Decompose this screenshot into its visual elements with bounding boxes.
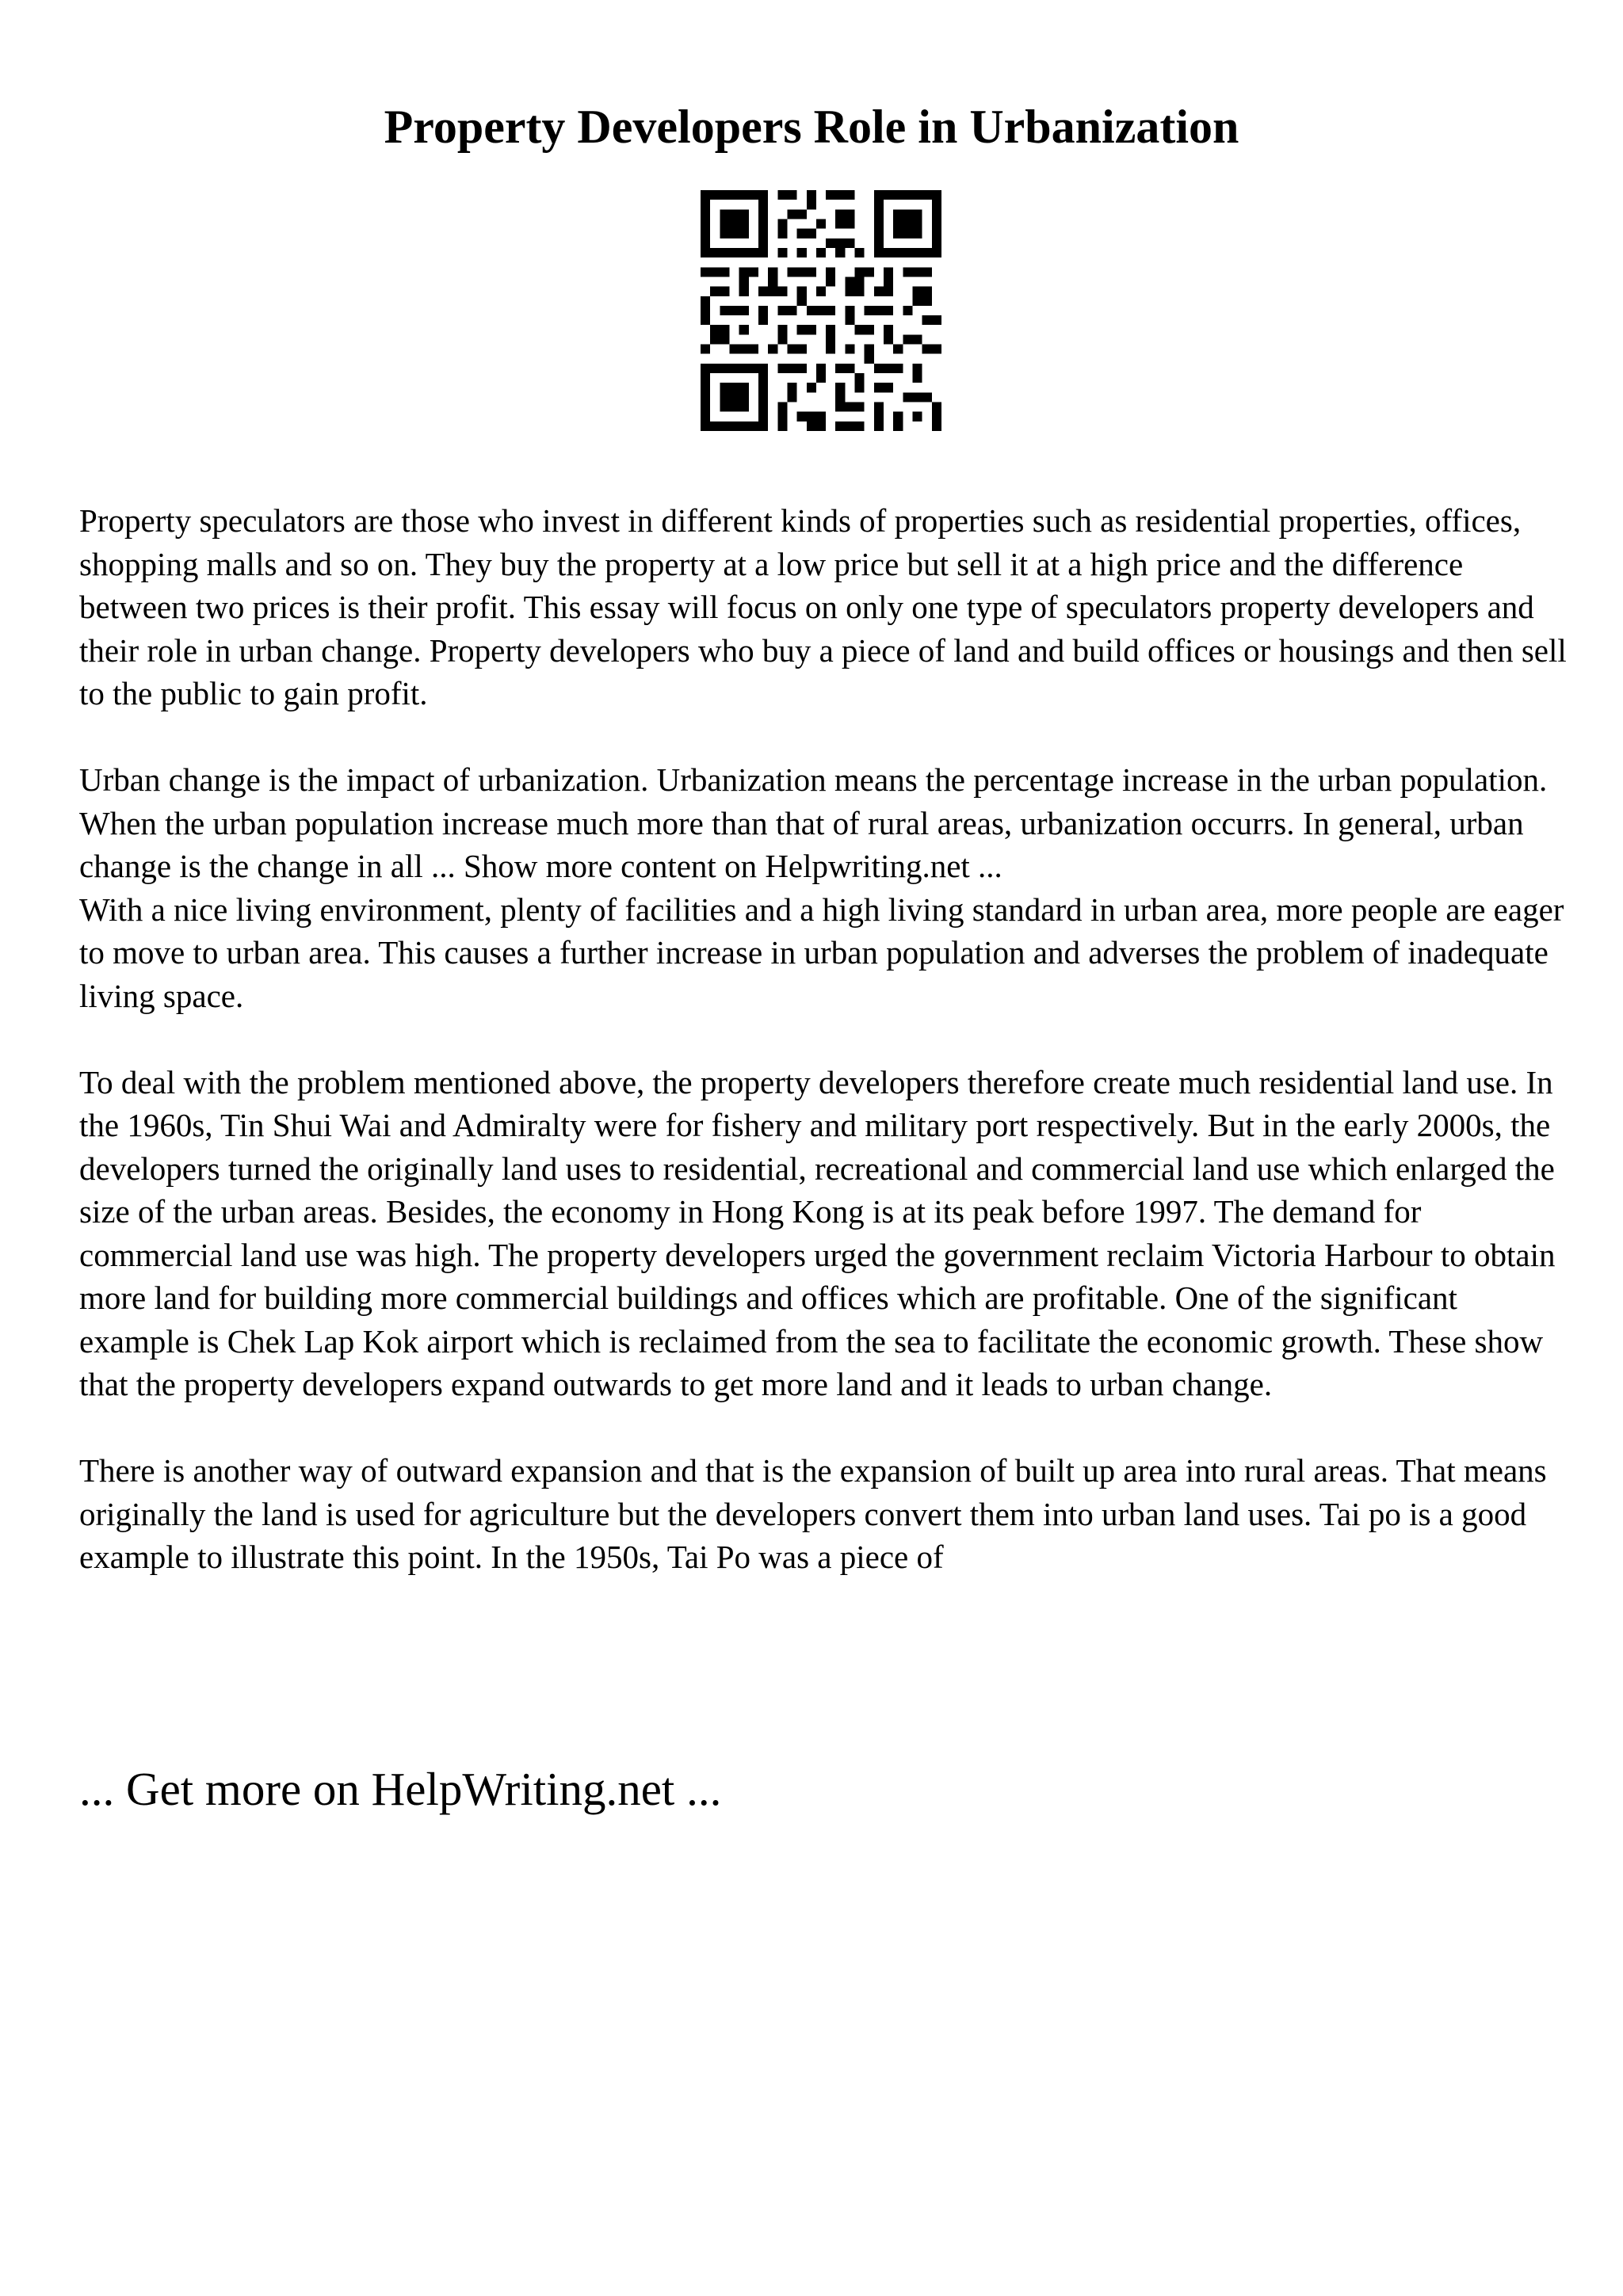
paragraph-1: Property speculators are those who invest in different kinds of properties such as residential properties, offices, shopping malls and so on. They buy the property at a low price but sell it at a high price and the difference between two prices is their profit. This essay will focus on only one type of speculators property developers and their role in urban change. Property developers who buy a piece of land and build offices or housings and then sell to the public to gain profit. [79,502,1567,711]
page-title: Property Developers Role in Urbanization [384,101,1239,153]
paragraph-4: To deal with the problem mentioned above, the property developers therefore create much residential land use. In the 1960s, Tin Shui Wai and Admiralty were for fishery and military port respectively. But in the early 2000s, the developers turned the originally land uses to residential, recreational and commercial land use which enlarged the size of the urban areas. Besides, the economy in Hong Kong is at its peak before 1997. The demand for commercial land use was high. The property developers urged the government reclaim Victoria Harbour to obtain more land for building more commercial buildings and offices which are profitable. One of the significant example is Chek Lap Kok airport which is reclaimed from the sea to facilitate the economic growth. These show that the property developers expand outwards to get more land and it leads to urban change. [79,1063,1556,1402]
essay-body [79,499,1569,1579]
paragraph-5: There is another way of outward expansion and that is the expansion of built up area into rural areas. That means originally the land is used for agriculture but the developers convert them into urban land uses. Tai po is a good example to illustrate this point. In the 1950s, Tai Po was a piece of [79,1452,1547,1575]
paragraph-3: With a nice living environment, plenty of facilities and a high living standard in urban area, more people are eager to move to urban area. This causes a further increase in urban population and adverses the problem of inadequate living space. [79,891,1564,1014]
paragraph-spacer [79,715,1569,759]
get-more-link[interactable]: ... Get more on HelpWriting.net ... [79,1763,722,1815]
paragraph-2: Urban change is the impact of urbanization. Urbanization means the percentage increase in the urban population. When the urban population increase much more than that of rural areas, urbanization occurrs. In general, urban change is the change in all ... Show more content on Helpwriting.net ... [79,761,1548,884]
paragraph-spacer [79,1017,1569,1061]
qr-code-icon [701,190,941,431]
paragraph-spacer [79,1406,1569,1450]
